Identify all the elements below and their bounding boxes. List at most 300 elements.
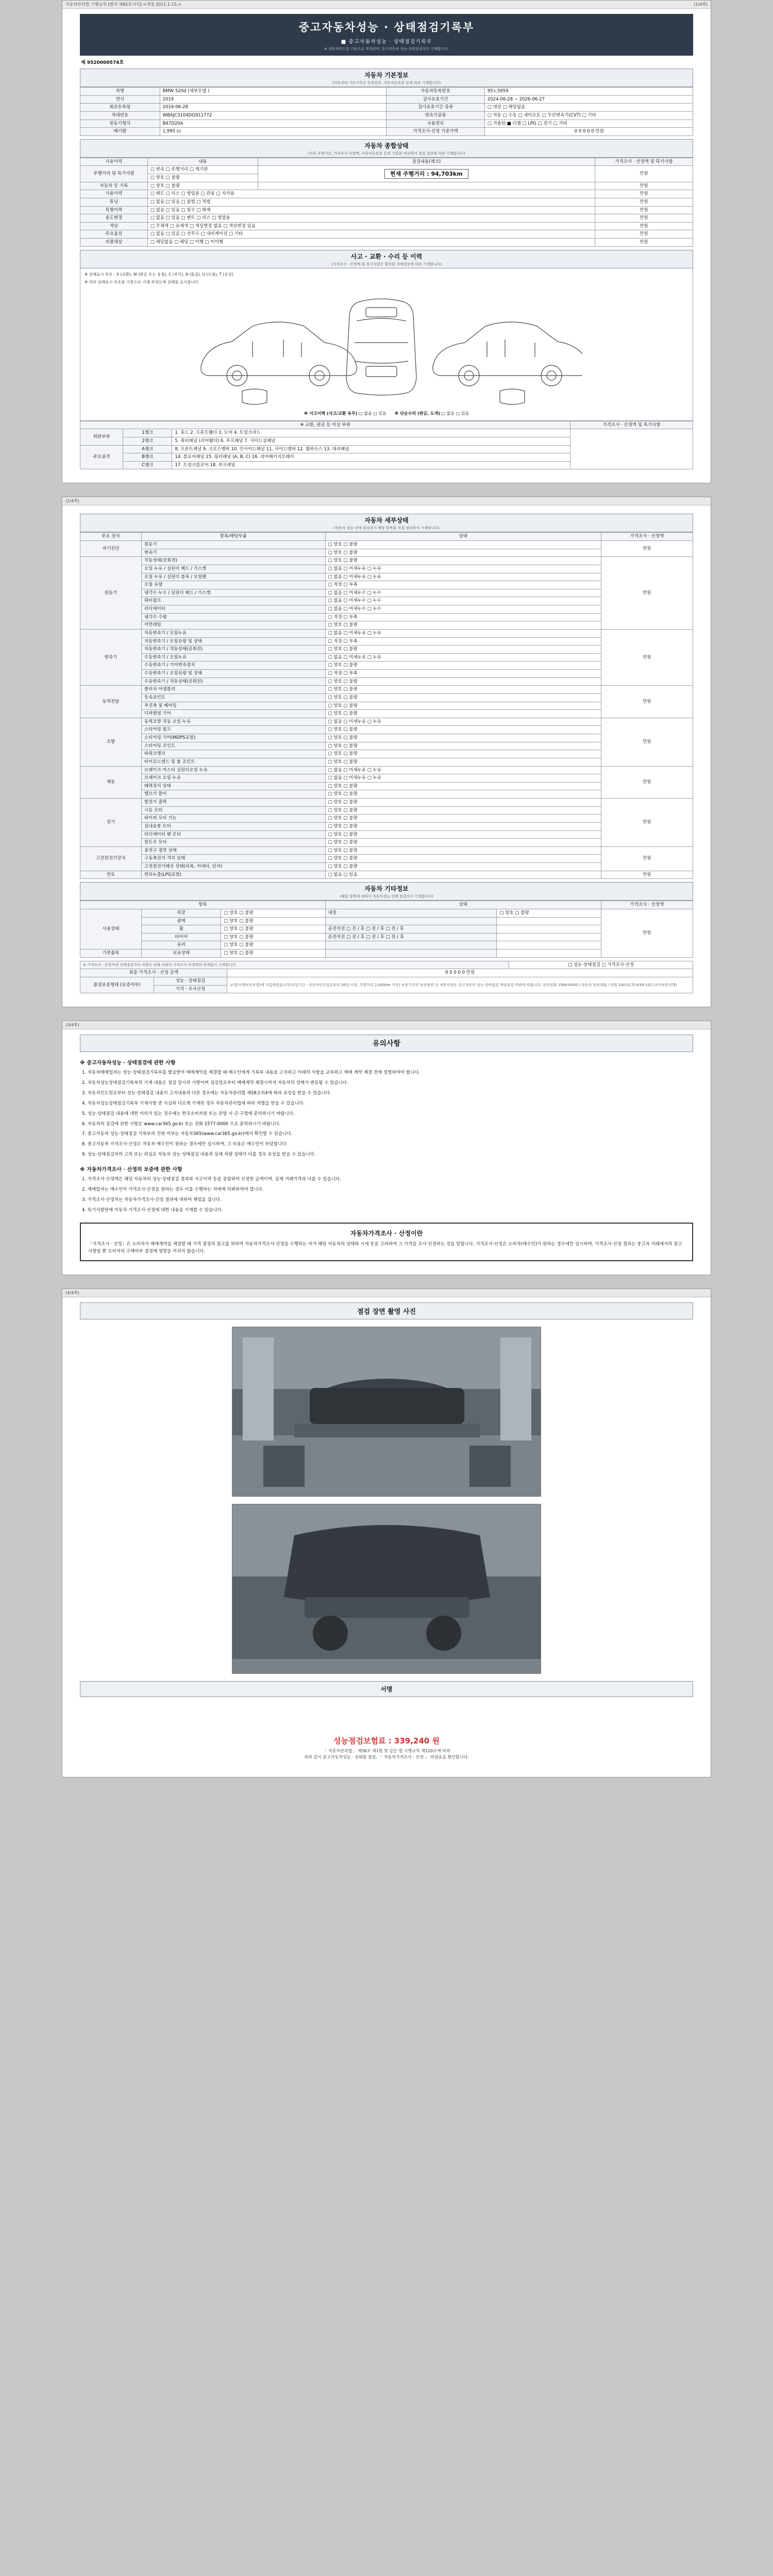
parts-list: 5. 쿼터패널 (리어휀더) 6. 루프패널 7. 사이드실패널 xyxy=(172,437,570,445)
state-options[interactable]: □ 양호 □ 불량 xyxy=(325,549,601,557)
signature-bar: 서명 xyxy=(80,1681,693,1697)
final-price-label: 최종 가격조사 · 산정 금액 xyxy=(80,969,227,977)
section-basic-note: (자동차의 기본기록은 등록원부, 자동차등록증 등에 따라 기재합니다) xyxy=(332,81,441,85)
state-options[interactable]: □ 양호 □ 불량 xyxy=(325,702,601,710)
part-label: 클러치 어셈블리 xyxy=(141,686,325,694)
state-options[interactable]: □ 양호 □ 불량 xyxy=(325,831,601,839)
parts-list: 1. 후드 2. 프론트휀더 3. 도어 4. 트렁크리드 xyxy=(172,429,570,437)
state-options[interactable]: □ 양호 □ 불량 xyxy=(221,925,325,934)
notice-item: 1. 가격조사·산정액은 해당 자동차의 성능·상태점검 결과와 사고이력 등을 종합하여 산정한 금액이며, 실제 거래가격과 다를 수 있습니다. xyxy=(82,1177,341,1182)
car-diagram-svg xyxy=(191,289,582,408)
state-options[interactable]: □ 양호 □ 불량 xyxy=(325,806,601,815)
state-options[interactable]: □ 양호 □ 불량 xyxy=(325,782,601,790)
table-row xyxy=(80,104,693,112)
part-label-2 xyxy=(325,917,497,925)
field-label: 검사유효기간 xyxy=(386,95,484,104)
state-options[interactable]: □ 양호 □ 불량 xyxy=(325,758,601,766)
field-value: □ 자동 □ 수동 □ 세미오토 □ 무단변속기(CVT) □ 기타 xyxy=(484,111,693,120)
group-label: 조향 xyxy=(80,718,142,766)
rank-label: 2랭크 xyxy=(123,437,172,445)
final-price-value: 0 0 0 0 0 만원 xyxy=(227,969,693,977)
state-options[interactable]: □ 양호 □ 불량 xyxy=(325,742,601,750)
part-label: 냉각수 수량 xyxy=(141,613,325,621)
row-label: 튜닝 xyxy=(80,198,148,206)
guarantee-type-1: 성능 · 상태점검 xyxy=(154,977,227,985)
section-detail-state xyxy=(80,514,693,532)
state-options[interactable]: □ 없음 □ 미세누유 □ 누유 xyxy=(325,766,601,774)
state-options[interactable]: □ 없음 □ 미세누수 □ 누수 xyxy=(325,597,601,605)
table-row xyxy=(80,846,693,855)
table-row xyxy=(80,239,693,247)
overall-state-table xyxy=(80,158,693,247)
field-value: □ 가솔린 ■ 디젤 □ LPG □ 전기 □ 기타 xyxy=(484,120,693,128)
part-label: 타이어 xyxy=(141,933,221,941)
state-options-2[interactable] xyxy=(497,933,601,941)
table-row xyxy=(80,128,693,136)
car-diagram xyxy=(85,287,688,409)
row-label: 주요옵션 xyxy=(80,230,148,239)
col-header: 점검내용(체크) xyxy=(258,158,595,166)
table-row xyxy=(80,166,693,174)
state-options[interactable]: □ 적정 □ 부족 xyxy=(325,670,601,678)
part-label: 파워크랭크 xyxy=(141,750,325,758)
notice-item: 2. 매매업자는 매수인이 가격조사·산정을 원하는 경우 이를 수행하는 자에게 의뢰하여야 합니다. xyxy=(82,1187,264,1192)
table-row xyxy=(80,541,693,549)
table-row xyxy=(80,198,693,206)
group-label: 전기 xyxy=(80,799,142,847)
col-header: 항목 xyxy=(80,901,326,909)
page-top-strip xyxy=(62,1289,711,1297)
row-label: 주행거리 및 특기사항 xyxy=(80,166,148,182)
page-top-strip xyxy=(62,497,711,505)
group-price: 만원 xyxy=(601,629,693,685)
price-definition-body: 「가격조사 · 산정」은 소비자가 매매계약을 체결할 때 가격 결정의 참고를 위하여 자동차가격조사·산정을 수행하는 자가 해당 자동차의 상태와 시세 등을 고려하여 그 가격을 조사·산정하는 것을 말합니다. 가격조사·산정은 소비자(매수인)가 원하는 경우에만 실시하며, 가격조사·산정 결과는 중고차 거래에서의 참고 사항일 뿐 소비자의 구매여부 결정에 영향을 미치지 않습니다. xyxy=(88,1241,682,1254)
state-options[interactable]: □ 양호 □ 불량 xyxy=(221,950,325,958)
state-options[interactable]: □ 적정 □ 부족 xyxy=(325,637,601,646)
state-options[interactable]: □ 양호 □ 불량 xyxy=(325,677,601,686)
parts-list: 8. 프론트패널 9. 크로스멤버 10. 인사이드패널 11. 사이드멤버 12. 휠하우스 13. 대쉬패널 xyxy=(172,445,570,453)
guarantee-type-2: 가격 · 조사산정 xyxy=(154,985,227,993)
group-price: 만원 xyxy=(601,718,693,766)
notice-item: 4. 자동차성능상태점검기록부 기재사항 중 사실과 다르게 기재된 경우 자동차관리법에 따라 처벌을 받을 수 있습니다. xyxy=(82,1100,305,1106)
photo-section-title: 점검 장면 촬영 사진 xyxy=(80,1302,693,1319)
notice-item: 3. 자동차인도일로부터 성능·상태점검 내용이 고지내용과 다른 경우에는 자동차관리법 제58조의4에 따라 보상을 받을 수 있습니다. xyxy=(82,1090,331,1096)
row-items: □ 변속 □ 주행거리 □ 계기판 xyxy=(147,166,258,174)
part-label: 배력장치 상태 xyxy=(141,782,325,790)
price-note: 만원 xyxy=(595,190,693,198)
field-value: BMW 520d (세부모델 ) xyxy=(160,88,386,96)
col-header: 가격조사 · 산정액 및 특기사항 xyxy=(570,421,693,429)
state-options[interactable]: □ 없음 □ 미세누유 □ 누유 xyxy=(325,573,601,581)
document-header xyxy=(80,14,693,56)
table-row xyxy=(80,799,693,807)
footer-line-2: 위와 같이 중고자동차성능 · 상태를 점검, 「 자동차가격조사 · 산정 」 하였음을 확인합니다. xyxy=(304,1755,469,1760)
part-label: 시동 모터 xyxy=(141,806,325,815)
section-other-note: (해당 항목에 대하여 자동차성능·상태 점검자가 기재합니다) xyxy=(340,894,433,899)
section-detail-note: (자동차 성능·상태 점검자가 해당 항목을 직접 점검하여 기재합니다) xyxy=(333,526,440,531)
state-options[interactable]: □ 양호 □ 불량 xyxy=(325,863,601,871)
page-1 xyxy=(62,0,711,483)
page-4 xyxy=(62,1289,711,1777)
group-price: 만원 xyxy=(601,541,693,557)
row-items: □ 없음 □ 있음 □ 렌트 □ 리스 □ 영업용 xyxy=(147,214,595,223)
state-options[interactable]: □ 양호 □ 불량 xyxy=(325,822,601,831)
table-row xyxy=(80,969,693,977)
group-label: 연료 xyxy=(80,871,142,879)
final-price-table xyxy=(80,961,693,994)
part-label: 윈도우 모터 xyxy=(141,839,325,847)
field-label: 차명 xyxy=(80,88,160,96)
accident-parts-table xyxy=(80,421,693,470)
price-note: 만원 xyxy=(595,198,693,206)
part-label: 자동변속기 / 작동상태(공회전) xyxy=(141,646,325,654)
field-value: 95노5959 xyxy=(484,88,693,96)
state-options[interactable]: □ 없음 □ 있음 xyxy=(325,871,601,879)
row-items: □ 없음 □ 있음 □ 불법 □ 적법 xyxy=(147,198,595,206)
part-label: 휠 xyxy=(141,925,221,934)
part-label: 발전기 출력 xyxy=(141,799,325,807)
state-options[interactable]: □ 양호 □ 불량 xyxy=(325,621,601,630)
row-detail xyxy=(258,182,595,190)
table-row xyxy=(80,871,693,879)
part-label: 실내송풍 모터 xyxy=(141,822,325,831)
col-header: 상태 xyxy=(325,533,601,541)
part-label: 동력조향 작동 오일 누유 xyxy=(141,718,325,726)
state-options[interactable]: □ 양호 □ 불량 xyxy=(325,855,601,863)
state-options-2[interactable] xyxy=(497,950,601,958)
table-row xyxy=(80,95,693,104)
notice-list-1 xyxy=(80,1069,693,1159)
part-label-2: 운전석전 □ 전 / 후 □ 전 / 후 □ 전 / 후 xyxy=(325,933,497,941)
state-options[interactable]: □ 양호 □ 불량 xyxy=(325,662,601,670)
group-price: 만원 xyxy=(601,766,693,799)
group-price: 만원 xyxy=(601,557,693,630)
diagram-checkboxes xyxy=(85,411,688,416)
guarantee-label: 품질보증형태 (보증여부) xyxy=(80,977,154,993)
simple-repair-field xyxy=(395,411,469,416)
state-options[interactable]: □ 양호 □ 불량 xyxy=(325,541,601,549)
accident-history-value: □ 없음 □ 있음 xyxy=(359,411,386,416)
notice-item: 4. 특기사항란에 자동차 가격조사·산정에 대한 내용을 기재할 수 있습니다. xyxy=(82,1207,223,1213)
group-label: 주요골격 xyxy=(80,445,123,469)
state-options[interactable]: □ 양호 □ 불량 xyxy=(325,710,601,718)
table-row xyxy=(80,686,693,694)
accident-history-field xyxy=(304,411,386,416)
insurance-fee-value: 339,240 원 xyxy=(394,1736,440,1746)
state-options-2[interactable] xyxy=(497,925,601,934)
group-label: 기본품목 xyxy=(80,950,142,958)
field-label: 배기량 xyxy=(80,128,160,136)
state-options[interactable]: □ 양호 □ 불량 xyxy=(325,693,601,702)
part-label-2: 내장 xyxy=(325,909,497,917)
form-reference: 자동차관리법 시행규칙 [별지 제82호서식] <개정 2021.1.15.> xyxy=(65,2,181,7)
part-label: 수동변속기 / 오일누유 xyxy=(141,653,325,662)
price-note: 만원 xyxy=(595,214,693,223)
field-label: 가격조사·산정 기준가액 xyxy=(386,128,484,136)
page-mark: (4/4쪽) xyxy=(65,1291,79,1296)
field-label: 사용연료 xyxy=(386,120,484,128)
photo-1-graphic xyxy=(232,1327,541,1497)
col-header: 가격조사 · 산정액 xyxy=(601,533,693,541)
page-title: 중고자동차성능 · 상태점검기록부 xyxy=(298,21,475,33)
table-row xyxy=(80,182,693,190)
state-options[interactable]: □ 양호 □ 불량 xyxy=(325,686,601,694)
state-options[interactable]: □ 양호 □ 불량 xyxy=(325,846,601,855)
part-label-2 xyxy=(325,950,497,958)
part-label: 라디에이터 xyxy=(141,605,325,614)
field-value: WBAJC3104DG911772 xyxy=(160,111,386,120)
table-row xyxy=(80,629,693,637)
state-options[interactable]: □ 양호 □ 불량 xyxy=(221,941,325,950)
page-3 xyxy=(62,1021,711,1275)
col-header: 내용 xyxy=(147,158,258,166)
notice-item: 8. 중고자동차 가격조사·산정은 자동차 매수인이 원하는 경우에만 실시하며, 그 비용은 매수인이 부담합니다. xyxy=(82,1142,288,1147)
state-options[interactable]: □ 양호 □ 불량 xyxy=(325,750,601,758)
notice-item: 6. 자동차의 점검에 관한 사항은 www.car365.go.kr 또는 전화 1577-0000 으로 문의하시기 바랍니다. xyxy=(82,1121,281,1127)
notice-item: 1. 자동차매매업자는 성능·상태점검기록부를 발급받아 매매계약을 체결할 때 매수인에게 기록부 내용을 고지하고 아래의 사항을 교부하고 매매 계약 체결 전에 설명하여야 합니다. xyxy=(82,1070,421,1076)
photo-2-graphic xyxy=(232,1504,541,1674)
row-label: 색상 xyxy=(80,222,148,230)
part-label: 오일 누유 / 실린더 블록 / 오일팬 xyxy=(141,573,325,581)
price-note: 만원 xyxy=(595,222,693,230)
state-options[interactable]: □ 적정 □ 부족 xyxy=(325,581,601,589)
group-price: 만원 xyxy=(601,686,693,718)
insurance-fee-line xyxy=(80,1730,693,1748)
field-value: 2019 xyxy=(160,95,386,104)
detail-state-table xyxy=(80,532,693,879)
group-label: 고전원전기장치 xyxy=(80,846,142,871)
section-overall-title: 자동차 종합상태 xyxy=(364,142,409,149)
state-options-2[interactable] xyxy=(497,917,601,925)
state-options[interactable]: □ 양호 □ 불량 xyxy=(325,815,601,823)
part-label: 수동변속기 / 오일유량 및 상태 xyxy=(141,670,325,678)
table-row xyxy=(80,222,693,230)
other-price: 만원 xyxy=(601,909,693,957)
part-label: 고전원전기배선 상태(피복, 커넥터, 단자) xyxy=(141,863,325,871)
state-options[interactable]: □ 없음 □ 미세누유 □ 누유 xyxy=(325,718,601,726)
state-options[interactable]: □ 없음 □ 미세누수 □ 누수 xyxy=(325,605,601,614)
row-items: □ 양호 □ 불량 xyxy=(147,174,258,182)
insurance-fee-label: 성능점검보험료 : xyxy=(333,1736,392,1746)
part-label: 충전구 절연 상태 xyxy=(141,846,325,855)
page-top-strip xyxy=(62,1021,711,1029)
col-header: 사용이력 xyxy=(80,158,148,166)
part-label: 수동변속기 / 작동상태(공회전) xyxy=(141,677,325,686)
accident-price-note xyxy=(570,429,693,469)
state-options[interactable]: □ 양호 □ 불량 xyxy=(325,557,601,565)
section-accident-history xyxy=(80,250,693,268)
price-note: 만원 xyxy=(595,182,693,190)
price-note-line: ※ 가격조사 · 산정자에 상태점검자의 차량은 당해 차량의 가격조사·산정액과 관계없이 기재합니다. xyxy=(80,961,509,969)
table-row xyxy=(80,190,693,198)
accident-history-label: ※ 사고이력 (사고/교환 유무) xyxy=(304,411,358,416)
part-label: 냉각수 누수 / 실린더 헤드 / 가스켓 xyxy=(141,589,325,597)
section-accident-note: (가격조사 · 산정액 및 특기사항은 확인된 자체정보에 따라 기재합니다) xyxy=(331,262,442,266)
rank-label: 1랭크 xyxy=(123,429,172,437)
section-other-info xyxy=(80,882,693,901)
group-label: 외판부위 xyxy=(80,429,123,445)
part-label: 연료누출(LPG포함) xyxy=(141,871,325,879)
state-options[interactable]: □ 양호 □ 불량 xyxy=(325,790,601,799)
field-value: 2019-06-28 xyxy=(160,104,386,112)
part-label: 외장 xyxy=(141,909,221,917)
other-info-table xyxy=(80,901,693,957)
part-label: 유리 xyxy=(141,941,221,950)
diagram-legend-1: ※ 상태표시 부호 : X (교환), W (판금 또는 용접), C (부식), A (흠집), U (요철), T (손상) xyxy=(85,272,233,277)
field-label: 검사유효기간 종류 xyxy=(386,104,484,112)
section-overall-note: (각종 주행거리, 가격조사·산정액, 자동차등록증 등의 기록과 비교하여 점검 결과에 따라 기재합니다) xyxy=(308,151,465,156)
signature-area[interactable] xyxy=(80,1697,693,1730)
table-row xyxy=(80,214,693,223)
field-value: B47D20A xyxy=(160,120,386,128)
document-subtitle: ■ 중고자동차성능 · 상태점검기록부 xyxy=(341,39,432,45)
notice-item: 9. 성능·상태점검자의 고의 또는 과실로 자동차 성능·상태점검 내용과 실제 차량 상태가 다를 경우 보상을 받을 수 있습니다. xyxy=(82,1152,316,1158)
state-options[interactable]: □ 양호 □ 불량 xyxy=(221,933,325,941)
state-options[interactable]: □ 양호 □ 불량 xyxy=(325,799,601,807)
footer-line-1: 「 자동차관리법」 제58조 제1항 및 같은 법 시행규칙 제120조에 따라 xyxy=(323,1749,450,1754)
row-label: 용도변경 xyxy=(80,214,148,223)
col-header: ※ 교환, 판금 등 이상 부위 xyxy=(80,421,570,429)
price-note: 만원 xyxy=(595,239,693,247)
part-label: 커먼레일 xyxy=(141,621,325,630)
col-header: 가격조사 · 산정액 및 특기사항 xyxy=(595,158,693,166)
state-options[interactable]: □ 양호 □ 불량 xyxy=(325,839,601,847)
field-value: □ 대상 □ 해당없음 xyxy=(484,104,693,112)
field-label: 차대번호 xyxy=(80,111,160,120)
rank-label: A랭크 xyxy=(123,445,172,453)
part-label: 스티어링 기어(MDPS포함) xyxy=(141,734,325,742)
price-check-options: □ 성능·상태점검 □ 가격조사·산정 xyxy=(509,961,693,969)
page-mark: (1/4쪽) xyxy=(694,2,708,7)
simple-repair-label: ※ 단순수리 (판금, 도색) xyxy=(394,411,440,416)
table-row xyxy=(80,230,693,239)
section-basic-info xyxy=(80,69,693,87)
part-label: 보유상태 xyxy=(141,950,221,958)
group-label: 사용상태 xyxy=(80,909,142,949)
section-detail-title: 자동차 세부상태 xyxy=(364,517,409,524)
part-label: 구동축전지 격리 상태 xyxy=(141,855,325,863)
part-label-2: 운전석전 □ 전 / 후 □ 전 / 후 □ 전 / 후 xyxy=(325,925,497,934)
inspection-photo-2 xyxy=(232,1504,541,1674)
parts-list: 14. 플로어패널 15. 필러패널 (A, B, C) 16. 리어패키지트레이 xyxy=(172,453,570,462)
part-label: 스티어링 조인트 xyxy=(141,742,325,750)
mileage-value xyxy=(258,166,595,182)
part-label: 오일 누유 / 실린더 헤드 / 가스켓 xyxy=(141,565,325,573)
table-row xyxy=(80,718,693,726)
part-label: 작동상태(공회전) xyxy=(141,557,325,565)
guarantee-text: 보험(이행보증보험)에 가입하였습니다(보험기간 : 자동차인도일로부터 30일 이상, 주행거리 2,000km 이상) 보증기간과 보증범위 등 세부사항은 중고자동차 성능·상태점검 책임보험 약관에 따릅니다. 문의전화 1588-0000 / 자동차 담보대출 / 전화 140-0175-639-102 (자사보증진행) xyxy=(227,977,693,993)
notice-item: 2. 자동차성능상태점검기록부의 기재 내용은 점검 당시의 사항이며 점검일로부터 매매계약 체결시까지 자동차의 상태가 변동될 수 있습니다. xyxy=(82,1080,348,1086)
rank-label: C랭크 xyxy=(123,461,172,469)
state-options[interactable]: □ 양호 □ 불량 xyxy=(221,917,325,925)
page-top-strip xyxy=(62,1,711,9)
part-label: 수동변속기 / 기어변속장치 xyxy=(141,662,325,670)
row-items: □ 해당없음 □ 해당 □ 이행 □ 미이행 xyxy=(147,239,595,247)
state-options[interactable]: □ 없음 □ 미세누유 □ 누유 xyxy=(325,653,601,662)
state-options-2[interactable]: □ 양호 □ 불량 xyxy=(497,909,601,917)
col-header: 항목/해당부품 xyxy=(141,533,325,541)
col-header: 상태 xyxy=(325,901,601,909)
state-options[interactable]: □ 없음 □ 미세누유 □ 누유 xyxy=(325,774,601,783)
group-label: 원동기 xyxy=(80,557,142,630)
row-label: 리콜대상 xyxy=(80,239,148,247)
notice-title: 유의사항 xyxy=(80,1035,693,1052)
table-row xyxy=(80,961,693,969)
group-label: 자기진단 xyxy=(80,541,142,557)
basic-info-table xyxy=(80,87,693,136)
part-label: 라디에이터 팬 모터 xyxy=(141,831,325,839)
price-definition-box xyxy=(80,1223,693,1262)
table-header-row xyxy=(80,533,693,541)
document-id: 제 9520000574호 xyxy=(81,60,124,65)
page-mark: (2/4쪽) xyxy=(65,499,79,504)
field-label: 최초등록일 xyxy=(80,104,160,112)
col-header: 가격조사 · 산정액 xyxy=(601,901,693,909)
notice-item: 5. 성능·상태점검 내용에 대한 이의가 있는 경우에는 한국소비자원 또는 관할 시·군·구청에 문의하시기 바랍니다. xyxy=(82,1111,295,1116)
group-label: 변속기 xyxy=(80,629,142,685)
state-options[interactable]: □ 양호 □ 불량 xyxy=(325,734,601,742)
state-options[interactable]: □ 양호 □ 불량 xyxy=(221,909,325,917)
section-accident-title: 사고 · 교환 · 수리 등 이력 xyxy=(350,252,423,260)
price-note: 만원 xyxy=(595,230,693,239)
page-mark: (3/4쪽) xyxy=(65,1023,79,1028)
part-label: 브레이크 마스터 실린더오일 누유 xyxy=(141,766,325,774)
section-other-title: 자동차 기타정보 xyxy=(364,885,409,893)
state-options[interactable]: □ 양호 □ 불량 xyxy=(325,726,601,734)
notice-item: 3. 가격조사·산정자는 자동차가격조사·산정 결과에 대하여 책임을 집니다. xyxy=(82,1197,222,1202)
state-options[interactable]: □ 적정 □ 부족 xyxy=(325,613,601,621)
notice-section-2-title: ※ 자동차가격조사 · 산정의 보증에 관한 사항 xyxy=(80,1167,182,1173)
mileage-box: 현재 주행거리 : 94,703km xyxy=(384,169,468,179)
inspection-photo-1 xyxy=(232,1327,541,1497)
table-row xyxy=(80,557,693,565)
part-label: 밸브가 틀어 xyxy=(141,790,325,799)
row-label: 자동차 등 기록 xyxy=(80,182,148,190)
part-label: 광택 xyxy=(141,917,221,925)
state-options[interactable]: □ 없음 □ 미세누수 □ 누수 xyxy=(325,589,601,597)
table-row xyxy=(80,111,693,120)
field-label: 원동기형식 xyxy=(80,120,160,128)
state-options[interactable]: □ 없음 □ 미세누유 □ 누유 xyxy=(325,565,601,573)
part-label: 추진축 및 베어링 xyxy=(141,702,325,710)
state-options[interactable]: □ 양호 □ 불량 xyxy=(325,646,601,654)
group-price: 만원 xyxy=(601,871,693,879)
part-label: 스티어링 펌프 xyxy=(141,726,325,734)
table-row xyxy=(80,977,693,985)
state-options-2[interactable] xyxy=(497,941,601,950)
price-note: 만원 xyxy=(595,166,693,182)
group-price: 만원 xyxy=(601,799,693,847)
state-options[interactable]: □ 없음 □ 미세누유 □ 누유 xyxy=(325,629,601,637)
field-value: 1,995 cc xyxy=(160,128,386,136)
part-label: 자동변속기 / 오일누유 xyxy=(141,629,325,637)
part-label: 오일 유량 xyxy=(141,581,325,589)
table-row xyxy=(80,120,693,128)
diagram-legend-2: ※ 하단 상태표시 부호를 기준으로 기재 부위도에 상태를 표시합니다 xyxy=(85,279,198,284)
price-definition-title: 자동차가격조사 · 산정이란 xyxy=(350,1229,423,1237)
group-label: 동력전달 xyxy=(80,686,142,718)
part-label: 등속죠인트 xyxy=(141,693,325,702)
parts-list: 17. 트렁크플로어 18. 루프레일 xyxy=(172,461,570,469)
field-label: 자동차등록번호 xyxy=(386,88,484,96)
field-label: 연식 xyxy=(80,95,160,104)
table-row xyxy=(80,206,693,214)
part-label: 변속기 xyxy=(141,549,325,557)
row-items: □ 렌트 □ 리스 □ 영업용 □ 관용 □ 자가용 xyxy=(147,190,595,198)
table-header-row xyxy=(80,158,693,166)
row-items: □ 없음 □ 있음 □ 침수 □ 화재 xyxy=(147,206,595,214)
part-label-2 xyxy=(325,941,497,950)
